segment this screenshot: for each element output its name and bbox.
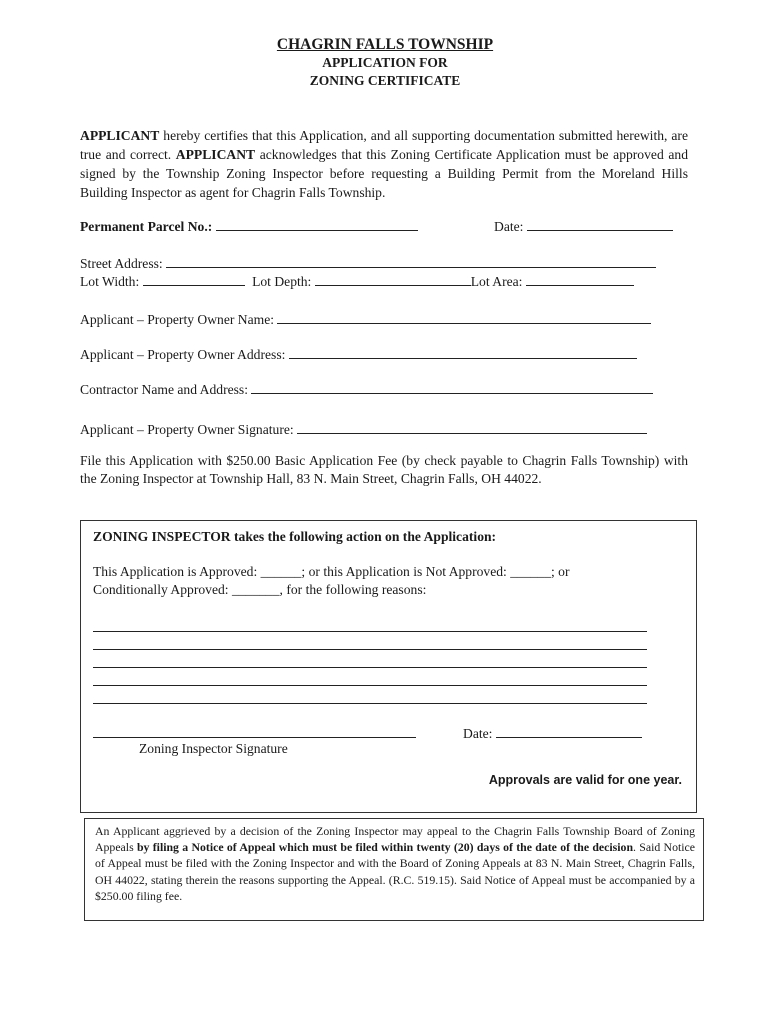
inspector-signature-label: Zoning Inspector Signature (139, 741, 288, 756)
appeal-deadline: by filing a Notice of Appeal which must be filed within twenty (20) days of the date of the decision (136, 840, 634, 855)
parcel-row (80, 218, 418, 235)
township-title: CHAGRIN FALLS TOWNSHIP (276, 36, 494, 53)
lot-width-field[interactable] (143, 273, 245, 286)
reason-line[interactable] (93, 649, 647, 650)
inspector-signature-field[interactable] (93, 737, 416, 738)
inspector-date-label: Date: (463, 726, 493, 741)
zoning-inspector-box (80, 520, 697, 813)
street-label: Street Address: (80, 256, 163, 271)
appeal-notice-box (84, 818, 704, 921)
appeal-text-1: An Applicant aggrieved by a decision of the Zoning Inspector may appeal to the Chagrin Falls Township Board of Zoning Appeals (95, 824, 695, 855)
approval-status-line: This Application is Approved: ______; or this Application is Not Approved: ______; or (93, 564, 570, 579)
owner-signature-field[interactable] (297, 421, 647, 434)
form-subtitle-2: ZONING CERTIFICATE (309, 73, 461, 88)
date-label: Date: (494, 219, 524, 234)
date-field[interactable] (527, 218, 673, 231)
date-row (494, 218, 673, 235)
contractor-field[interactable] (251, 381, 653, 394)
appeal-text (95, 823, 695, 904)
owner-signature-label: Applicant – Property Owner Signature: (80, 422, 294, 437)
owner-name-row (80, 311, 651, 328)
street-field[interactable] (166, 255, 656, 268)
validity-notice: Approvals are valid for one year. (488, 773, 682, 787)
lot-row (80, 273, 634, 290)
reason-line[interactable] (93, 631, 647, 632)
conditional-approval-line: Conditionally Approved: _______, for the following reasons: (93, 582, 427, 597)
intro-paragraph (80, 126, 688, 202)
inspector-heading: ZONING INSPECTOR takes the following action on the Application: (93, 529, 497, 544)
owner-name-label: Applicant – Property Owner Name: (80, 312, 275, 327)
form-subtitle-1: APPLICATION FOR (322, 55, 448, 70)
lot-area-field[interactable] (526, 273, 634, 286)
contractor-label: Contractor Name and Address: (80, 382, 248, 397)
reason-line[interactable] (93, 703, 647, 704)
owner-name-field[interactable] (277, 311, 651, 324)
inspector-date-row (463, 725, 642, 742)
street-row (80, 255, 656, 272)
lot-depth-label: Lot Depth: (252, 274, 312, 289)
lot-width-label: Lot Width: (80, 274, 140, 289)
owner-address-row (80, 346, 637, 363)
parcel-label: Permanent Parcel No.: (80, 219, 213, 234)
parcel-field[interactable] (216, 218, 418, 231)
inspector-date-field[interactable] (496, 725, 642, 738)
applicant-term: APPLICANT (175, 147, 256, 162)
owner-address-label: Applicant – Property Owner Address: (80, 347, 286, 362)
lot-depth-field[interactable] (315, 273, 471, 286)
intro-text-1: hereby certifies that this Application, and all supporting documentation submitted herewith, are true and correct. (80, 128, 688, 162)
contractor-row (80, 381, 653, 398)
intro-text-2: acknowledges that this Zoning Certificate Application must be approved and signed by the Township Zoning Inspector before requesting a Building Permit from the Moreland Hills Building Inspector as agent for Chagrin Falls Township. (80, 147, 688, 200)
fee-paragraph: File this Application with $250.00 Basic Application Fee (by check payable to Chagrin Falls Township) with the Zoning Inspector at Township Hall, 83 N. Main Street, Chagrin Falls, OH 44022. (80, 453, 688, 486)
appeal-text-2: . Said Notice of Appeal must be filed with the Zoning Inspector and with the Board of Zoning Appeals at 83 N. Main Street, Chagrin Falls, OH 44022, stating therein the reasons supporting the Appeal. (R.C. 519.15). Said Notice of Appeal must be accompanied by a $250.00 filing fee. (95, 840, 695, 903)
reason-line[interactable] (93, 685, 647, 686)
reason-line[interactable] (93, 667, 647, 668)
inspector-action-text (93, 563, 673, 599)
owner-signature-row (80, 421, 647, 438)
lot-area-label: Lot Area: (470, 274, 523, 289)
owner-address-field[interactable] (289, 346, 637, 359)
applicant-term: APPLICANT (80, 128, 160, 143)
